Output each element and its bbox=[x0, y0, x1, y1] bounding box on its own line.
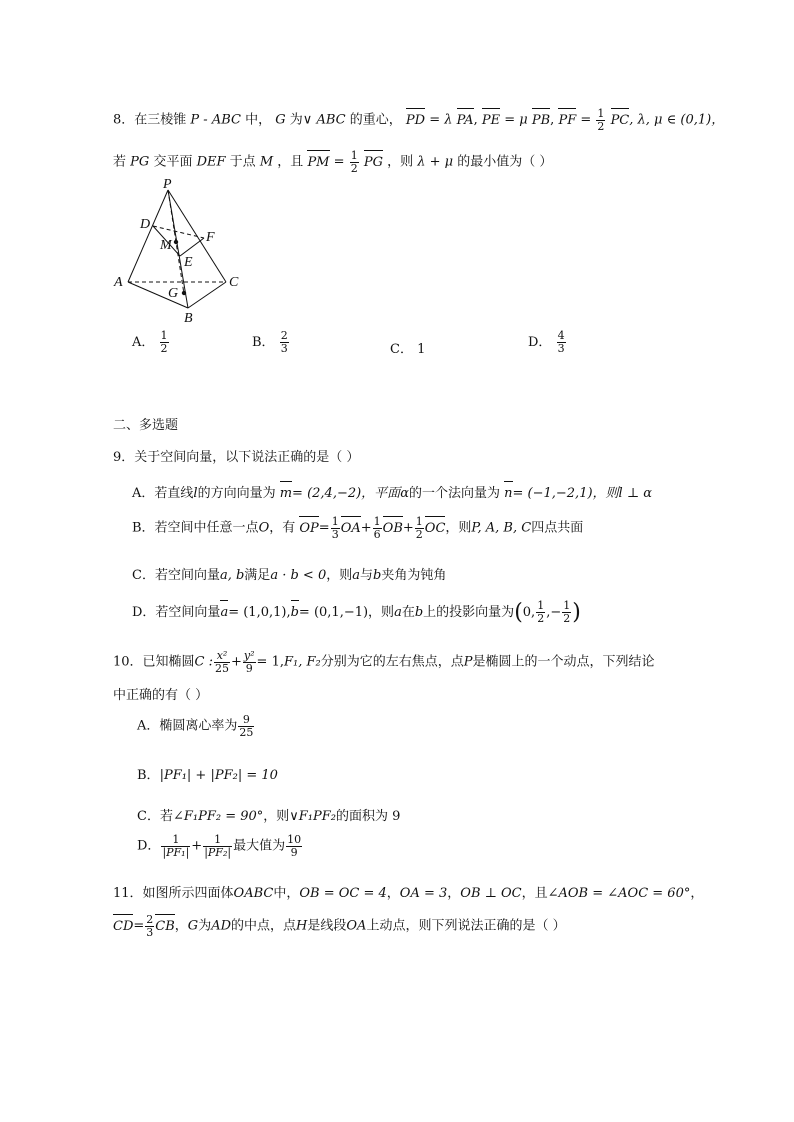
denominator: 2 bbox=[597, 119, 605, 133]
math: C : bbox=[194, 654, 214, 670]
vector-oc: OC bbox=[424, 520, 446, 536]
numerator: x² bbox=[214, 650, 230, 663]
q10-text: 10．已知椭圆 bbox=[113, 654, 195, 670]
math: P, A, B, C bbox=[471, 520, 532, 536]
q8-math: , λ, μ ∈ (0,1)， bbox=[629, 112, 725, 128]
vector-n: n bbox=[504, 486, 513, 501]
numerator: 1 bbox=[160, 329, 168, 342]
math: + bbox=[360, 520, 372, 536]
q8-math: P - ABC bbox=[190, 112, 241, 128]
math: F₁PF₂ bbox=[298, 809, 336, 824]
option-text: ，则∨ bbox=[263, 809, 299, 824]
q11-text: 上动点，则下列说法正确的是（ ） bbox=[366, 918, 566, 934]
fraction-half bbox=[350, 150, 359, 174]
vector-pg: PG bbox=[363, 154, 383, 170]
fraction bbox=[203, 834, 232, 858]
numerator: 1 bbox=[415, 515, 423, 528]
fraction-half bbox=[596, 108, 605, 132]
denominator: 6 bbox=[373, 527, 381, 541]
option-text: 的面积为 9 bbox=[336, 809, 401, 824]
option-fraction bbox=[280, 330, 289, 354]
math: = (0,1,−1)，则 bbox=[298, 605, 395, 620]
denominator: 2 bbox=[537, 612, 545, 625]
fraction bbox=[331, 516, 340, 540]
fraction bbox=[214, 650, 230, 674]
option-label: B． bbox=[252, 334, 275, 350]
q8-math: , bbox=[550, 112, 555, 128]
math: 0, bbox=[522, 605, 536, 620]
q10-text: 分别为它的左右焦点，点 bbox=[320, 654, 464, 670]
q11-stem-line-2 bbox=[113, 914, 566, 938]
math: = 1, bbox=[256, 654, 284, 670]
option-text: B．若空间中任意一点 bbox=[132, 520, 259, 536]
q11-text: 的中点，点 bbox=[231, 918, 297, 934]
numerator: 1 bbox=[331, 515, 339, 528]
q8-text: 的重心， bbox=[349, 112, 402, 128]
label-b: B bbox=[184, 311, 193, 326]
option-fraction bbox=[160, 330, 169, 354]
q8-option-d[interactable] bbox=[528, 330, 567, 354]
numerator: 2 bbox=[146, 913, 154, 926]
q11-stem-line-1 bbox=[113, 882, 703, 901]
q10-option-b[interactable] bbox=[137, 764, 278, 783]
q8-text: 8．在三棱锥 bbox=[113, 112, 187, 128]
q11-text: 中， bbox=[273, 886, 300, 901]
math: + bbox=[402, 520, 414, 536]
math: G bbox=[187, 918, 199, 934]
numerator: 1 bbox=[161, 834, 190, 847]
q8-text: 若 bbox=[113, 154, 127, 170]
option-label: C． bbox=[390, 342, 413, 357]
option-text: B． bbox=[137, 768, 160, 783]
q11-text: 是线段 bbox=[307, 918, 347, 934]
option-text: D．若空间向量 bbox=[132, 605, 221, 620]
math: a, b bbox=[219, 568, 245, 583]
denominator: 3 bbox=[331, 527, 339, 541]
q8-text: 的最小值为（ ） bbox=[457, 154, 553, 170]
math: b bbox=[373, 568, 382, 583]
q8-option-a[interactable] bbox=[132, 330, 170, 354]
option-text: 夹角为钝角 bbox=[381, 568, 447, 583]
vector-cd: CD bbox=[113, 918, 134, 934]
option-text: ，则 bbox=[326, 568, 353, 583]
fraction bbox=[562, 600, 571, 624]
denominator: 2 bbox=[563, 612, 571, 625]
math: + bbox=[231, 654, 242, 670]
label-a: A bbox=[114, 275, 123, 290]
q8-math: , bbox=[473, 112, 478, 128]
numerator: 1 bbox=[563, 599, 571, 613]
q11-text: 11．如图所示四面体 bbox=[113, 886, 234, 901]
q8-math: DEF bbox=[196, 154, 226, 170]
denominator: 3 bbox=[280, 341, 288, 355]
math: α bbox=[400, 486, 409, 501]
math: = bbox=[133, 918, 145, 934]
section-title: 二、多选题 bbox=[113, 418, 179, 433]
denominator: 25 bbox=[239, 725, 254, 739]
option-text: D． bbox=[137, 838, 161, 854]
label-m: M bbox=[160, 238, 172, 253]
q8-text: ，且 bbox=[277, 154, 304, 170]
q8-text: 中， bbox=[245, 112, 272, 128]
q11-text: 为 bbox=[198, 918, 212, 934]
q9-option-c[interactable] bbox=[132, 564, 446, 583]
math: OB ⊥ OC bbox=[460, 886, 522, 901]
math: P bbox=[463, 654, 473, 670]
q8-option-c[interactable] bbox=[390, 338, 425, 357]
fraction bbox=[161, 834, 190, 858]
vector-b: b bbox=[290, 605, 299, 620]
label-d: D bbox=[140, 217, 151, 232]
math: = (1,0,1), bbox=[228, 605, 291, 620]
math: O bbox=[258, 520, 270, 536]
q8-math: M bbox=[259, 154, 274, 170]
numerator: 2 bbox=[280, 329, 288, 342]
math: ∠AOB = ∠AOC = 60° bbox=[547, 886, 691, 901]
q8-math: = λ bbox=[429, 112, 453, 128]
q9-stem: 9．关于空间向量，以下说法正确的是（ ） bbox=[113, 450, 360, 465]
numerator: 9 bbox=[238, 714, 254, 727]
tetrahedron-figure bbox=[108, 176, 248, 326]
denominator: 2 bbox=[350, 161, 358, 175]
option-label: A． bbox=[132, 334, 155, 350]
vector-ob: OB bbox=[382, 520, 403, 536]
vector-cb: CB bbox=[155, 918, 175, 934]
q11-text: ， bbox=[447, 886, 461, 901]
numerator: 10 bbox=[287, 833, 302, 846]
q8-math: = bbox=[333, 154, 345, 170]
q8-math: G bbox=[275, 112, 286, 128]
q9-option-a[interactable] bbox=[132, 482, 652, 501]
label-e: E bbox=[184, 255, 193, 270]
vector-oa: OA bbox=[340, 520, 361, 536]
math: OABC bbox=[233, 886, 274, 901]
numerator: 4 bbox=[557, 329, 565, 342]
math: OA = 3 bbox=[399, 886, 448, 901]
q10-option-a[interactable] bbox=[137, 714, 255, 738]
q8-text: 为∨ bbox=[289, 112, 313, 128]
math: = bbox=[318, 520, 330, 536]
option-text: 与 bbox=[360, 568, 374, 583]
option-label: D． bbox=[528, 334, 552, 350]
q8-math: PG bbox=[130, 154, 150, 170]
option-text: 满足 bbox=[244, 568, 271, 583]
numerator: 1 bbox=[373, 515, 381, 528]
fraction bbox=[373, 516, 382, 540]
vector-pe: PE bbox=[481, 112, 501, 128]
edge-ef bbox=[180, 238, 204, 256]
q8-line-1 bbox=[113, 108, 724, 132]
option-fraction bbox=[557, 330, 566, 354]
fraction bbox=[145, 914, 154, 938]
q8-math: = bbox=[580, 112, 592, 128]
numerator: y² bbox=[243, 649, 255, 662]
q8-text: 交平面 bbox=[153, 154, 193, 170]
edge-df-dashed bbox=[153, 226, 204, 238]
q10-text: 是椭圆上的一个动点，下列结论 bbox=[472, 654, 655, 670]
fraction bbox=[415, 516, 424, 540]
math: |PF₁| + |PF₂| = 10 bbox=[159, 768, 278, 783]
q8-math: λ + μ bbox=[417, 154, 454, 170]
denominator: 3 bbox=[557, 341, 565, 355]
label-g: G bbox=[168, 286, 179, 301]
option-text: A．椭圆离心率为 bbox=[137, 718, 238, 734]
numerator: 1 bbox=[203, 834, 232, 847]
q8-text: ，则 bbox=[387, 154, 414, 170]
option-text: ，有 bbox=[269, 520, 296, 536]
option-text: 的方向向量为 bbox=[197, 486, 276, 501]
denominator: 3 bbox=[146, 925, 154, 939]
q11-text: ， bbox=[690, 886, 704, 901]
q10-stem-line-1 bbox=[113, 650, 655, 674]
q9-option-d[interactable] bbox=[132, 600, 581, 625]
math: l ⊥ α bbox=[618, 486, 652, 501]
point-m bbox=[174, 240, 178, 244]
q8-option-b[interactable] bbox=[252, 330, 290, 354]
q9-option-b[interactable] bbox=[132, 516, 583, 540]
option-value: 1 bbox=[417, 342, 426, 357]
option-text: 在 bbox=[401, 605, 415, 620]
math: b bbox=[414, 605, 424, 620]
math: a bbox=[352, 568, 360, 583]
q8-math: ABC bbox=[316, 112, 346, 128]
math: OA bbox=[346, 918, 367, 934]
label-p: P bbox=[163, 177, 172, 192]
denominator: |PF₂| bbox=[204, 845, 232, 859]
denominator: 9 bbox=[245, 661, 253, 675]
q11-text: ， bbox=[386, 886, 400, 901]
math: ,− bbox=[546, 605, 562, 620]
q11-text: ， bbox=[174, 918, 188, 934]
math: a · b < 0 bbox=[270, 568, 327, 583]
q8-math: = μ bbox=[504, 112, 528, 128]
option-text: 的一个法向量为 bbox=[408, 486, 500, 501]
q8-text: 于点 bbox=[229, 154, 256, 170]
point-g bbox=[182, 291, 186, 295]
fraction bbox=[286, 834, 302, 858]
math: a bbox=[394, 605, 402, 620]
edge-ab bbox=[128, 282, 188, 308]
vector-pd: PD bbox=[405, 112, 426, 128]
denominator: 2 bbox=[160, 341, 168, 355]
vector-a: a bbox=[220, 605, 229, 620]
fraction bbox=[536, 600, 545, 624]
edge-bc bbox=[188, 282, 226, 308]
q8-line-2 bbox=[113, 150, 552, 174]
math: = (2,4,−2)，平面 bbox=[292, 486, 401, 501]
math: ( bbox=[514, 600, 523, 625]
denominator: 25 bbox=[215, 661, 230, 675]
vector-m: m bbox=[279, 486, 293, 501]
math: AD bbox=[211, 918, 232, 934]
denominator: 2 bbox=[415, 527, 423, 541]
option-text: 四点共面 bbox=[531, 520, 584, 536]
math: F₁, F₂ bbox=[283, 654, 321, 670]
option-text: C．若空间向量 bbox=[132, 568, 220, 583]
numerator: 1 bbox=[350, 149, 358, 162]
denominator: |PF₁| bbox=[162, 845, 190, 859]
q10-option-c[interactable] bbox=[137, 805, 400, 824]
option-text: A．若直线 bbox=[132, 486, 194, 501]
vector-pc: PC bbox=[610, 112, 630, 128]
math: H bbox=[296, 918, 308, 934]
fraction bbox=[238, 714, 254, 738]
label-c: C bbox=[229, 275, 239, 290]
option-text: 最大值为 bbox=[233, 838, 286, 854]
label-f: F bbox=[206, 230, 215, 245]
vector-pm: PM bbox=[307, 154, 330, 170]
vector-pf: PF bbox=[558, 112, 577, 128]
numerator: 1 bbox=[597, 107, 605, 120]
option-text: C．若 bbox=[137, 809, 173, 824]
fraction bbox=[243, 650, 256, 674]
q10-stem-line-2: 中正确的有（ ） bbox=[113, 688, 209, 703]
math: + bbox=[191, 838, 203, 854]
math: OB = OC = 4 bbox=[299, 886, 387, 901]
math: ∠F₁PF₂ = 90° bbox=[172, 809, 264, 824]
vector-pa: PA bbox=[456, 112, 474, 128]
q10-option-d[interactable] bbox=[137, 834, 303, 858]
option-text: ，则 bbox=[445, 520, 472, 536]
math: l bbox=[193, 486, 198, 501]
math: ) bbox=[572, 600, 581, 625]
numerator: 1 bbox=[537, 599, 545, 613]
q11-text: ，且 bbox=[521, 886, 548, 901]
option-text: 上的投影向量为 bbox=[423, 605, 515, 620]
vector-pb: PB bbox=[531, 112, 551, 128]
denominator: 9 bbox=[290, 845, 298, 859]
vector-op: OP bbox=[299, 520, 319, 536]
math: = (−1,−2,1)，则 bbox=[512, 486, 619, 501]
